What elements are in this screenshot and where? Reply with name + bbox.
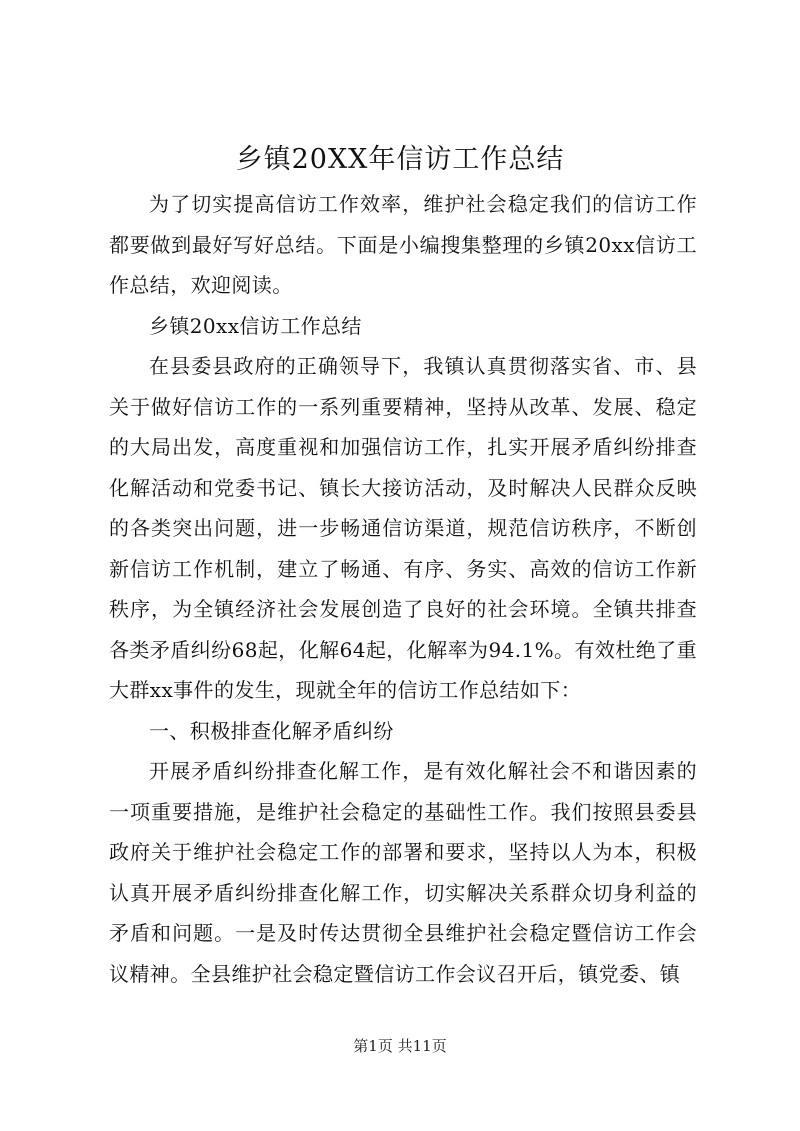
page-number-footer: 第1页 共11页 — [353, 1037, 447, 1055]
body-paragraph: 开展矛盾纠纷排查化解工作，是有效化解社会不和谐因素的一项重要措施，是维护社会稳定的基础性工作。我们按照县委县政府关于维护社会稳定工作的部署和要求，坚持以人为本，积极认真开展矛盾纠纷排查化解工作，切实解决关系群众切身利益的矛盾和问题。一是及时传达贯彻全县维护社会稳定暨信访工作会议精神。全县维护社会稳定暨信访工作会议召开后，镇党委、镇 — [109, 759, 697, 986]
document-title: 乡镇20XX年信访工作总结 — [235, 144, 565, 175]
section-heading: 乡镇20xx信访工作总结 — [149, 313, 362, 338]
intro-paragraph: 为了切实提高信访工作效率，维护社会稳定我们的信访工作都要做到最好写好总结。下面是小编搜集整理的乡镇20xx信访工作总结，欢迎阅读。 — [109, 192, 697, 297]
document-body — [109, 184, 697, 994]
body-paragraph: 在县委县政府的正确领导下，我镇认真贯彻落实省、市、县关于做好信访工作的一系列重要精神，坚持从改革、发展、稳定的大局出发，高度重视和加强信访工作，扎实开展矛盾纠纷排查化解活动和党委书记、镇长大接访活动，及时解决人民群众反映的各类突出问题，进一步畅通信访渠道，规范信访秩序，不断创新信访工作机制，建立了畅通、有序、务实、高效的信访工作新秩序，为全镇经济社会发展创造了良好的社会环境。全镇共排查各类矛盾纠纷68起，化解64起，化解率为94.1%。有效杜绝了重大群xx事件的发生，现就全年的信访工作总结如下： — [109, 354, 697, 702]
section-heading: 一、积极排查化解矛盾纠纷 — [149, 718, 394, 743]
